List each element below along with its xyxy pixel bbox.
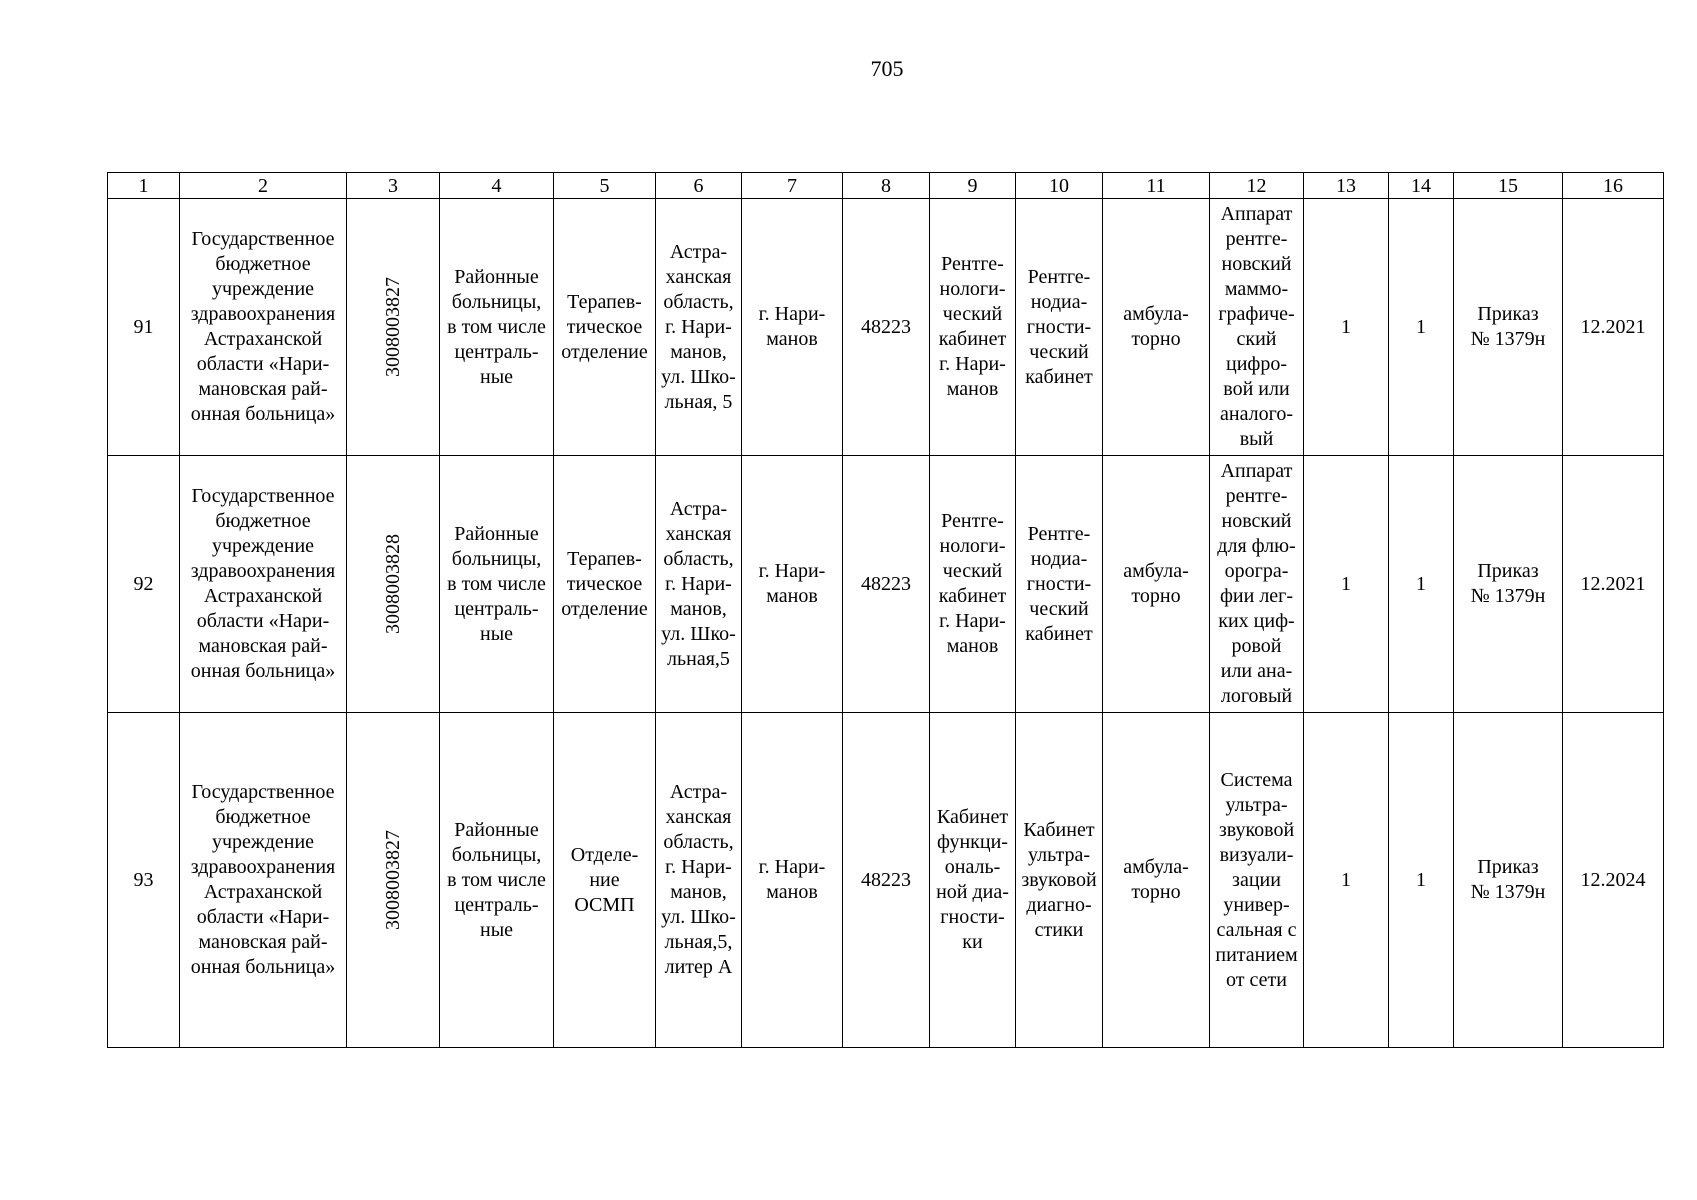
equipment-table	[107, 172, 1664, 1048]
organization-name: Государственное бюджетное учреждение здравоохранения Астраханской области «Нари- мановская рай- онная больница»	[180, 456, 347, 713]
department: Отделе- ние ОСМП	[554, 713, 656, 1048]
date: 12.2021	[1563, 199, 1664, 456]
code: 48223	[843, 456, 930, 713]
table-row	[108, 199, 1664, 456]
table-row	[108, 456, 1664, 713]
inn-value: 3008003827	[381, 277, 404, 377]
header-cell: 16	[1563, 173, 1664, 199]
row-number: 93	[108, 713, 180, 1048]
header-cell: 8	[843, 173, 930, 199]
organization-name: Государственное бюджетное учреждение здравоохранения Астраханской области «Нари- мановская рай- онная больница»	[180, 713, 347, 1048]
header-cell: 5	[554, 173, 656, 199]
department: Терапев- тическое отделение	[554, 199, 656, 456]
locality: г. Нари- манов	[742, 199, 843, 456]
header-cell: 3	[347, 173, 440, 199]
date: 12.2021	[1563, 456, 1664, 713]
facility-type: Районные больницы, в том числе централь- ные	[440, 456, 554, 713]
address: Астра- ханская область, г. Нари- манов, ул. Шко- льная,5, литер А	[656, 713, 742, 1048]
order-ref: Приказ № 1379н	[1454, 713, 1563, 1048]
table-row	[108, 713, 1664, 1048]
header-cell: 14	[1389, 173, 1454, 199]
care-mode: амбула- торно	[1103, 199, 1210, 456]
header-cell: 7	[742, 173, 843, 199]
inn-value: 3008003828	[381, 534, 404, 634]
date: 12.2024	[1563, 713, 1664, 1048]
header-cell: 2	[180, 173, 347, 199]
facility-type: Районные больницы, в том числе централь- ные	[440, 713, 554, 1048]
header-cell: 1	[108, 173, 180, 199]
quantity-a: 1	[1304, 456, 1389, 713]
quantity-b: 1	[1389, 456, 1454, 713]
room: Рентге- нологи- ческий кабинет г. Нари- манов	[930, 456, 1016, 713]
room: Рентге- нологи- ческий кабинет г. Нари- манов	[930, 199, 1016, 456]
room-type: Рентге- нодиа- гности- ческий кабинет	[1016, 456, 1103, 713]
room-type: Кабинет ультра- звуковой диагно- стики	[1016, 713, 1103, 1048]
address: Астра- ханская область, г. Нари- манов, ул. Шко- льная,5	[656, 456, 742, 713]
organization-name: Государственное бюджетное учреждение здравоохранения Астраханской области «Нари- мановская рай- онная больница»	[180, 199, 347, 456]
code: 48223	[843, 713, 930, 1048]
inn-value: 3008003827	[381, 830, 404, 930]
header-cell: 15	[1454, 173, 1563, 199]
quantity-a: 1	[1304, 713, 1389, 1048]
header-cell: 6	[656, 173, 742, 199]
quantity-b: 1	[1389, 713, 1454, 1048]
facility-type: Районные больницы, в том числе централь- ные	[440, 199, 554, 456]
header-cell: 4	[440, 173, 554, 199]
department: Терапев- тическое отделение	[554, 456, 656, 713]
equipment: Аппарат рентге- новский для флю- орогра- фии лег- ких циф- ровой или ана- логовый	[1210, 456, 1304, 713]
header-cell: 9	[930, 173, 1016, 199]
inn-cell	[347, 456, 440, 713]
inn-cell	[347, 713, 440, 1048]
row-number: 91	[108, 199, 180, 456]
locality: г. Нари- манов	[742, 713, 843, 1048]
quantity-a: 1	[1304, 199, 1389, 456]
quantity-b: 1	[1389, 199, 1454, 456]
equipment: Аппарат рентге- новский маммо- графиче- ский цифро- вой или аналого- вый	[1210, 199, 1304, 456]
header-cell: 13	[1304, 173, 1389, 199]
order-ref: Приказ № 1379н	[1454, 199, 1563, 456]
address: Астра- ханская область, г. Нари- манов, ул. Шко- льная, 5	[656, 199, 742, 456]
locality: г. Нари- манов	[742, 456, 843, 713]
page-number: 705	[870, 56, 904, 81]
care-mode: амбула- торно	[1103, 456, 1210, 713]
order-ref: Приказ № 1379н	[1454, 456, 1563, 713]
header-cell: 11	[1103, 173, 1210, 199]
inn-cell	[347, 199, 440, 456]
table-header-row	[108, 173, 1664, 199]
equipment: Система ультра- звуковой визуали- зации универ- сальная с питанием от сети	[1210, 713, 1304, 1048]
care-mode: амбула- торно	[1103, 713, 1210, 1048]
code: 48223	[843, 199, 930, 456]
room-type: Рентге- нодиа- гности- ческий кабинет	[1016, 199, 1103, 456]
header-cell: 10	[1016, 173, 1103, 199]
row-number: 92	[108, 456, 180, 713]
header-cell: 12	[1210, 173, 1304, 199]
room: Кабинет функци- ональ- ной диа- гности- ки	[930, 713, 1016, 1048]
